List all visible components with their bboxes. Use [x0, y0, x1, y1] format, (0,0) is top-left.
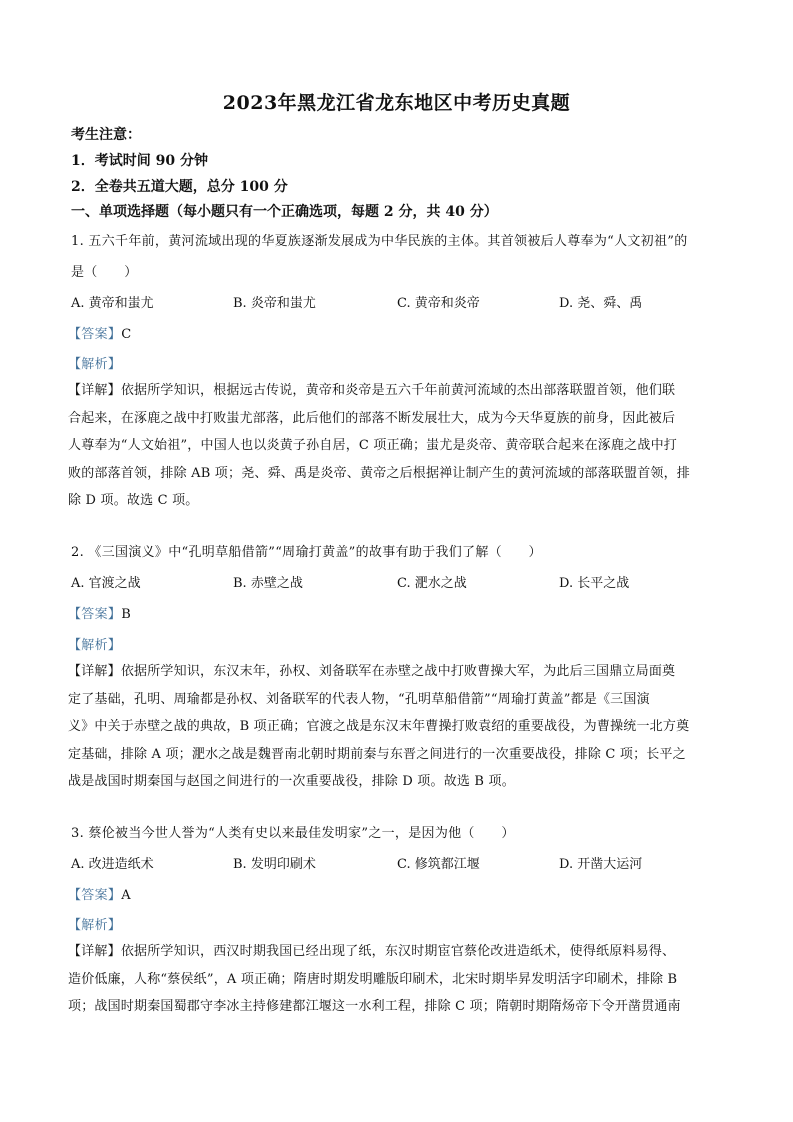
answer-label: 【答案】 — [68, 888, 122, 903]
detail-paragraph — [68, 658, 720, 796]
answer-value: B — [121, 607, 132, 622]
analysis-label: 【解析】 — [68, 638, 122, 653]
notice-item: 1．考试时间 90 分钟 — [71, 153, 208, 169]
answer-line — [68, 603, 131, 622]
option-c: C. 黄帝和炎帝 — [397, 296, 480, 311]
question-stem: 是（ ） — [71, 265, 138, 280]
page-title: 2023年黑龙江省龙东地区中考历史真题 — [222, 92, 571, 114]
question-stem: 3. 蔡伦被当今世人誉为“人类有史以来最佳发明家”之一，是因为他（ ） — [71, 826, 515, 841]
answer-label: 【答案】 — [68, 607, 122, 622]
detail-text: 义》中关于赤壁之战的典故，B 项正确；官渡之战是东汉末年曹操打败袁绍的重要战役，为曹操统一北方奠 — [68, 719, 690, 735]
answer-label: 【答案】 — [68, 327, 122, 342]
option-a: A. 官渡之战 — [71, 576, 141, 591]
detail-label: 【详解】 — [68, 664, 121, 679]
detail-label: 【详解】 — [68, 383, 121, 398]
option-c: C. 淝水之战 — [397, 576, 467, 591]
detail-text: 项；战国时期秦国蜀郡守李冰主持修建都江堰这一水利工程，排除 C 项；隋朝时期隋炀帝下令开凿贯通南 — [68, 999, 681, 1015]
detail-paragraph — [68, 938, 720, 1021]
detail-text: 定了基础，孔明、周瑜都是孙权、刘备联军的代表人物，“孔明草船借箭”“周瑜打黄盖”都是《三国演 — [68, 691, 650, 707]
detail-text: 败的部落首领，排除 AB 项；尧、舜、禹是炎帝、黄帝之后根据禅让制产生的黄河流域的部落联盟首领，排 — [68, 465, 691, 481]
detail-text: 除 D 项。故选 C 项。 — [68, 493, 199, 509]
option-b: B. 发明印刷术 — [233, 857, 316, 872]
detail-text: 合起来，在涿鹿之战中打败蚩尤部落，此后他们的部落不断发展壮大，成为今天华夏族的前身，因此被后 — [68, 410, 676, 426]
analysis-label: 【解析】 — [68, 357, 122, 372]
detail-text: 造价低廉，人称“蔡侯纸”，A 项正确；隋唐时期发明雕版印刷术，北宋时期毕昇发明活字印刷术，排除 B — [68, 971, 678, 987]
detail-text: 人尊奉为“人文始祖”，中国人也以炎黄子孙自居，C 项正确；蚩尤是炎帝、黄帝联合起来在涿鹿之战中打 — [68, 438, 677, 454]
answer-line — [68, 323, 131, 342]
option-d: D. 长平之战 — [559, 576, 630, 591]
section-heading: 一、单项选择题（每小题只有一个正确选项，每题 2 分，共 40 分） — [71, 204, 498, 220]
detail-text: 依据所学知识，西汉时期我国已经出现了纸，东汉时期宦官蔡伦改进造纸术，使得纸原料易得、 — [120, 944, 676, 959]
option-d: D. 开凿大运河 — [559, 857, 643, 872]
answer-line — [68, 884, 131, 903]
analysis-label: 【解析】 — [68, 918, 122, 933]
option-a: A. 黄帝和蚩尤 — [71, 296, 154, 311]
detail-paragraph — [68, 377, 720, 515]
answer-value: C — [121, 327, 132, 342]
option-b: B. 赤壁之战 — [233, 576, 303, 591]
detail-text: 依据所学知识，东汉末年，孙权、刘备联军在赤壁之战中打败曹操大军，为此后三国鼎立局面奠 — [120, 664, 676, 679]
notice-heading: 考生注意： — [71, 127, 141, 143]
detail-text: 战是战国时期秦国与赵国之间进行的一次重要战役，排除 D 项。故选 B 项。 — [68, 774, 515, 790]
notice-item: 2．全卷共五道大题，总分 100 分 — [71, 179, 288, 195]
question-stem: 2. 《三国演义》中“孔明草船借箭”“周瑜打黄盖”的故事有助于我们了解（ ） — [71, 545, 542, 560]
option-d: D. 尧、舜、禹 — [559, 296, 643, 311]
option-b: B. 炎帝和蚩尤 — [233, 296, 316, 311]
detail-text: 依据所学知识，根据远古传说，黄帝和炎帝是五六千年前黄河流域的杰出部落联盟首领，他们联 — [120, 383, 676, 398]
detail-label: 【详解】 — [68, 944, 121, 959]
answer-value: A — [121, 888, 131, 903]
option-c: C. 修筑都江堰 — [397, 857, 480, 872]
option-a: A. 改进造纸术 — [71, 857, 154, 872]
question-stem: 1. 五六千年前，黄河流域出现的华夏族逐渐发展成为中华民族的主体。其首领被后人尊奉为“人文初祖”的 — [71, 234, 688, 249]
detail-text: 定基础，排除 A 项；淝水之战是魏晋南北朝时期前秦与东晋之间进行的一次重要战役，排除 C 项；长平之 — [68, 746, 686, 762]
